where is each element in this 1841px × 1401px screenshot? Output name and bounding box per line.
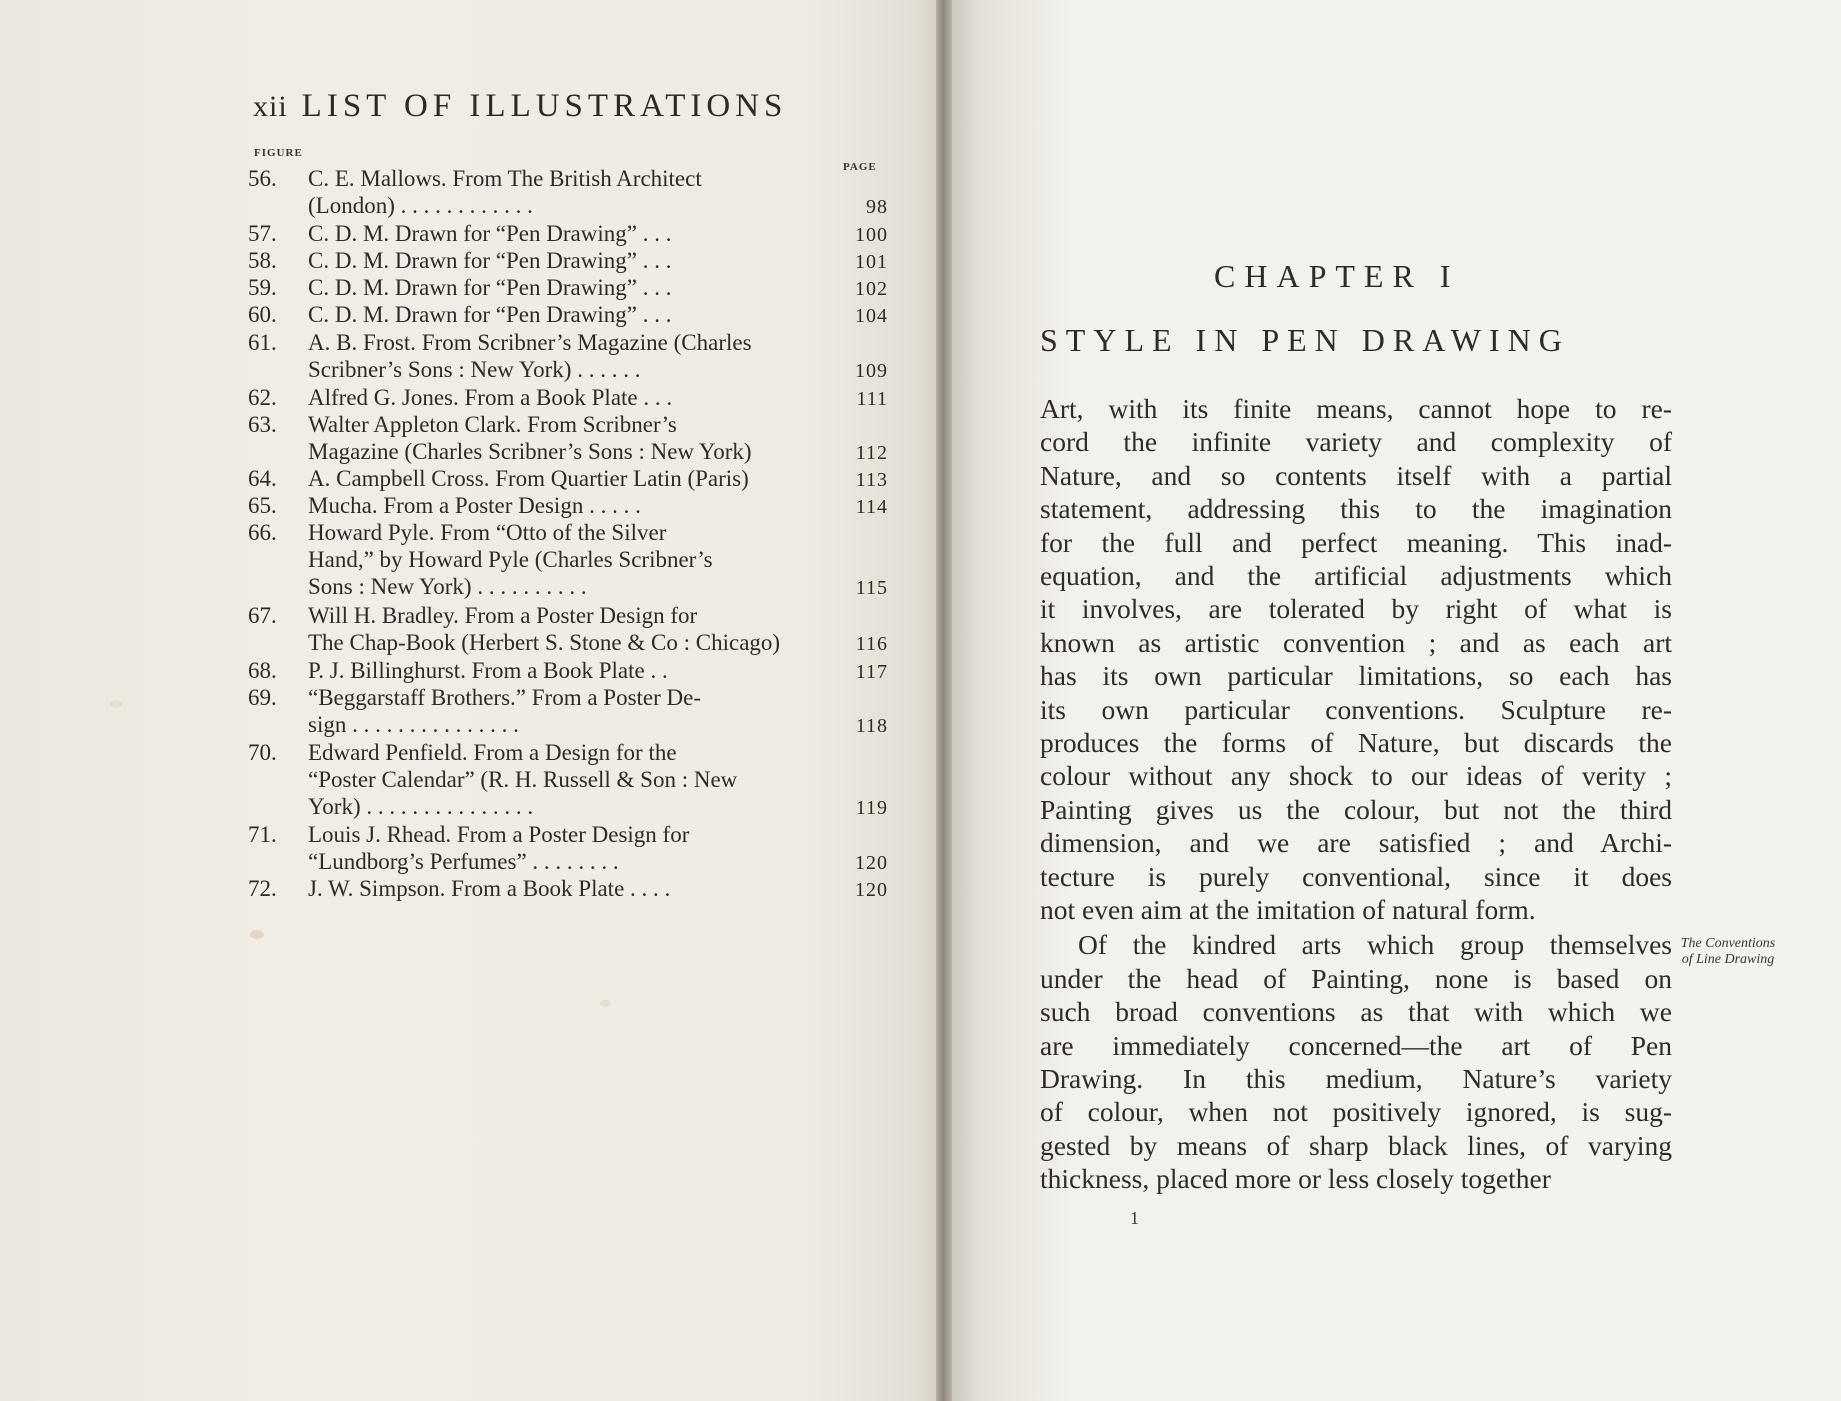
margin-note: The Conventions of Line Drawing (1680, 936, 1776, 967)
entry-text-line: Alfred G. Jones. From a Book Plate . . . (308, 385, 673, 410)
figure-number: 72. (248, 876, 277, 901)
entry-page-number: 119 (855, 797, 888, 819)
illustration-entry (248, 166, 888, 220)
body-text-line: Drawing. In this medium, Nature’s variety (1040, 1063, 1672, 1094)
entry-page-number: 117 (855, 661, 888, 683)
body-text-line: cord the infinite variety and complexity of (1040, 426, 1672, 458)
illustration-entry (248, 740, 888, 821)
illustration-entry (248, 221, 888, 248)
body-text-line: Of the kindred arts which group themselves (1078, 929, 1672, 961)
body-text-line: statement, addressing this to the imagination (1040, 493, 1672, 525)
chapter-title: STYLE IN PEN DRAWING (1040, 322, 1570, 358)
figure-number: 71. (248, 822, 277, 847)
body-text-line: known as artistic convention ; and as each art (1040, 626, 1672, 658)
figure-number: 70. (248, 740, 277, 765)
entry-text-line: “Beggarstaff Brothers.” From a Poster De- (308, 685, 702, 710)
chapter-heading: CHAPTER I (1214, 258, 1460, 294)
entry-page-number: 118 (855, 715, 888, 737)
figure-number: 69. (248, 685, 277, 710)
figure-number: 56. (248, 166, 277, 191)
entry-text-line: “Poster Calendar” (R. H. Russell & Son : New (308, 767, 738, 792)
body-text-line: its own particular conventions. Sculpture re- (1040, 693, 1672, 725)
illustration-entry (248, 685, 888, 739)
body-text-line: such broad conventions as that with which we (1040, 996, 1672, 1028)
paper-stain (600, 1000, 610, 1007)
entry-text-line: C. D. M. Drawn for “Pen Drawing” . . . (308, 275, 672, 300)
body-text-line: equation, and the artificial adjustments which (1040, 560, 1672, 591)
illustration-entry (248, 385, 888, 412)
illustration-entry (248, 658, 888, 685)
body-text-line: Art, with its finite means, cannot hope to re- (1040, 393, 1672, 424)
entry-text-line: Will H. Bradley. From a Poster Design for (308, 603, 698, 628)
entry-text-line: A. B. Frost. From Scribner’s Magazine (Charles (308, 330, 752, 355)
entry-page-number: 98 (866, 196, 888, 218)
entry-page-number: 120 (855, 879, 888, 901)
figure-number: 65. (248, 493, 277, 518)
figure-number: 66. (248, 520, 277, 545)
entry-text-line: sign . . . . . . . . . . . . . . . (308, 712, 519, 737)
entry-page-number: 100 (855, 224, 888, 246)
figure-number: 62. (248, 385, 277, 410)
body-text-line: produces the forms of Nature, but discards the (1040, 727, 1672, 758)
figure-number: 57. (248, 221, 277, 246)
entry-text-line: P. J. Billinghurst. From a Book Plate . . (308, 658, 668, 683)
folio-number: 1 (1130, 1208, 1139, 1228)
paper-stain (110, 700, 122, 708)
entry-text-line: A. Campbell Cross. From Quartier Latin (Paris) (308, 466, 749, 491)
entry-text-line: C. E. Mallows. From The British Architect (308, 166, 702, 191)
illustration-entry (248, 302, 888, 329)
entry-text-line: Scribner’s Sons : New York) . . . . . . (308, 357, 641, 382)
illustration-entry (248, 876, 888, 903)
entry-text-line: Walter Appleton Clark. From Scribner’s (308, 412, 677, 437)
figure-column-label: FIGURE (254, 147, 303, 159)
body-text-line: for the full and perfect meaning. This inad- (1040, 526, 1672, 558)
entry-text-line: Sons : New York) . . . . . . . . . . (308, 574, 587, 599)
figure-number: 67. (248, 603, 277, 628)
illustration-entry (248, 412, 888, 466)
entry-text-line: Howard Pyle. From “Otto of the Silver (308, 520, 667, 545)
entry-page-number: 113 (855, 469, 888, 491)
body-text-line: has its own particular limitations, so each has (1040, 660, 1672, 692)
entry-page-number: 104 (855, 305, 888, 327)
entry-text-line: “Lundborg’s Perfumes” . . . . . . . . (308, 849, 619, 874)
entry-page-number: 116 (855, 633, 888, 655)
entry-text-line: C. D. M. Drawn for “Pen Drawing” . . . (308, 248, 672, 273)
illustration-entry (248, 275, 888, 302)
illustration-entry (248, 520, 888, 601)
entry-text-line: The Chap-Book (Herbert S. Stone & Co : Chicago) (308, 630, 781, 655)
illustration-entry (248, 466, 888, 493)
figure-number: 60. (248, 302, 277, 327)
entry-page-number: 102 (855, 278, 888, 300)
entry-page-number: 111 (856, 388, 888, 410)
body-text-line: dimension, and we are satisfied ; and Archi- (1040, 827, 1672, 859)
illustration-entry (248, 248, 888, 275)
entry-text-line: Louis J. Rhead. From a Poster Design for (308, 822, 690, 847)
figure-number: 64. (248, 466, 277, 491)
entry-text-line: C. D. M. Drawn for “Pen Drawing” . . . (308, 302, 672, 327)
entry-page-number: 114 (855, 496, 888, 518)
page-column-label: PAGE (843, 161, 877, 173)
figure-number: 63. (248, 412, 277, 437)
body-text-line: gested by means of sharp black lines, of varying (1040, 1129, 1672, 1161)
figure-number: 59. (248, 275, 277, 300)
entry-text-line: C. D. M. Drawn for “Pen Drawing” . . . (308, 221, 672, 246)
entry-text-line: (London) . . . . . . . . . . . . (308, 193, 533, 218)
entry-page-number: 112 (855, 442, 888, 464)
entry-text-line: Mucha. From a Poster Design . . . . . (308, 493, 641, 518)
figure-number: 58. (248, 248, 277, 273)
paper-stain (250, 930, 264, 939)
body-text-line: of colour, when not positively ignored, is sug- (1040, 1096, 1672, 1128)
illustration-entry (248, 493, 888, 520)
illustration-entry (248, 603, 888, 657)
entry-text-line: Edward Penfield. From a Design for the (308, 740, 677, 765)
body-text-line: colour without any shock to our ideas of verity ; (1040, 760, 1672, 792)
illustration-entry (248, 822, 888, 876)
entry-page-number: 115 (855, 577, 888, 599)
left-page-number: xii (253, 90, 288, 123)
body-text-line: Nature, and so contents itself with a partial (1040, 459, 1672, 491)
figure-number: 61. (248, 330, 277, 355)
body-text-line: tecture is purely conventional, since it does (1040, 860, 1672, 892)
body-text-line: are immediately concerned—the art of Pen (1040, 1029, 1672, 1061)
body-text-line: not even aim at the imitation of natural form. (1040, 894, 1536, 925)
running-head (253, 88, 787, 125)
body-text-line: under the head of Painting, none is based on (1040, 962, 1672, 994)
illustration-entry (248, 330, 888, 384)
body-text-line: thickness, placed more or less closely together (1040, 1163, 1551, 1195)
entry-text-line: J. W. Simpson. From a Book Plate . . . . (308, 876, 671, 901)
entry-text-line: York) . . . . . . . . . . . . . . . (308, 794, 534, 819)
entry-text-line: Magazine (Charles Scribner’s Sons : New York) (308, 439, 752, 464)
body-text-line: it involves, are tolerated by right of what is (1040, 593, 1672, 625)
entry-page-number: 109 (855, 360, 888, 382)
entry-page-number: 120 (855, 852, 888, 874)
entry-text-line: Hand,” by Howard Pyle (Charles Scribner’s (308, 547, 713, 572)
book-gutter (936, 0, 952, 1401)
figure-number: 68. (248, 658, 277, 683)
running-head-title: LIST OF ILLUSTRATIONS (301, 88, 788, 124)
body-text-line: Painting gives us the colour, but not the third (1040, 793, 1672, 825)
entry-page-number: 101 (855, 251, 888, 273)
